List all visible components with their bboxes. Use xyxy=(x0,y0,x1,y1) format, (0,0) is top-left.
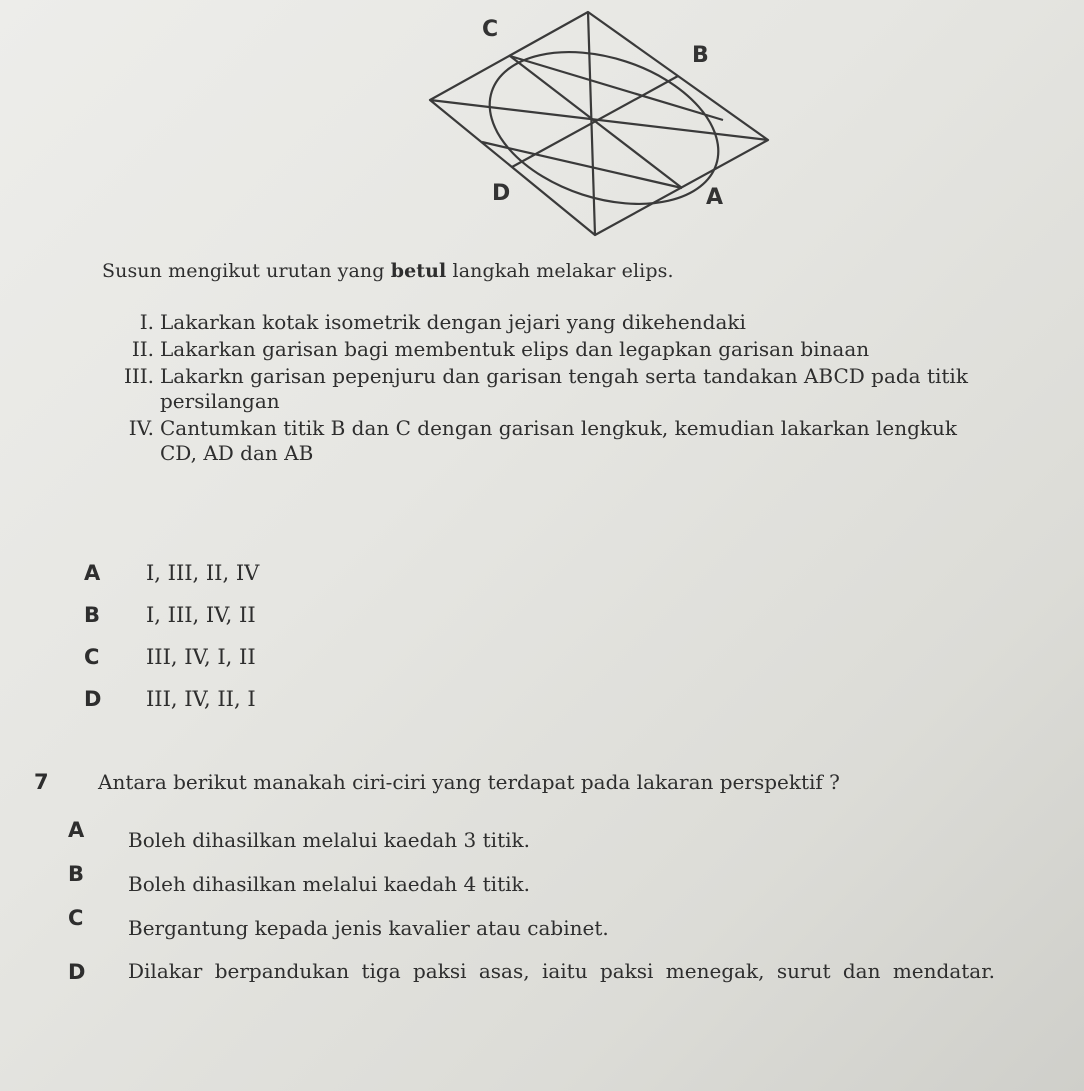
step-item xyxy=(118,416,998,466)
isometric-ellipse-figure xyxy=(420,10,800,250)
step-text: Lakarkan kotak isometrik dengan jejari yang dikehendaki xyxy=(160,310,746,334)
answer-option-c[interactable] xyxy=(84,636,259,678)
center-line-2 xyxy=(512,76,678,167)
option-text: Bergantung kepada jenis kavalier atau cabinet. xyxy=(128,916,609,940)
question-number: 7 xyxy=(34,770,49,794)
step-text: Cantumkan titik B dan C dengan garisan lengkuk, kemudian lakarkan lengkuk CD, AD dan AB xyxy=(160,416,958,465)
step-text: Lakarkn garisan pepenjuru dan garisan tengah serta tandakan ABCD pada titik persilangan xyxy=(160,364,968,413)
option-text: Dilakar berpandukan tiga paksi asas, iaitu paksi menegak, surut dan mendatar. xyxy=(128,959,995,983)
prompt-text-bold: betul xyxy=(390,260,447,282)
option-letter: A xyxy=(68,818,85,842)
option-text: Boleh dihasilkan melalui kaedah 3 titik. xyxy=(128,828,530,852)
option-text: III, IV, I, II xyxy=(146,645,256,669)
option-letter: B xyxy=(84,603,101,627)
option-letter: D xyxy=(68,960,86,984)
isometric-ellipse-diagram xyxy=(420,10,800,250)
question-7-options xyxy=(68,818,1048,994)
answer-option-b[interactable] xyxy=(84,594,259,636)
option-letter: B xyxy=(68,862,85,886)
step-number: III. xyxy=(123,364,154,388)
question-6-options xyxy=(84,552,259,720)
label-b: B xyxy=(692,43,709,68)
label-c: C xyxy=(482,17,499,42)
option-letter: D xyxy=(84,687,102,711)
step-list xyxy=(118,310,998,468)
answer-option-a[interactable] xyxy=(68,818,1048,862)
option-letter: C xyxy=(84,645,100,669)
option-text: III, IV, II, I xyxy=(146,687,256,711)
label-a: A xyxy=(706,185,724,210)
step-item xyxy=(118,364,998,414)
prompt-text-end: langkah melakar elips. xyxy=(446,260,674,282)
option-text: I, III, IV, II xyxy=(146,603,256,627)
step-item xyxy=(118,337,998,362)
step-item xyxy=(118,310,998,335)
step-text: Lakarkan garisan bagi membentuk elips dan legapkan garisan binaan xyxy=(160,337,870,361)
step-number: IV. xyxy=(128,416,154,440)
option-text: I, III, II, IV xyxy=(146,561,260,585)
prompt-text-start: Susun mengikut urutan yang xyxy=(102,260,391,282)
answer-option-d[interactable] xyxy=(84,678,259,720)
answer-option-c[interactable] xyxy=(68,906,1048,950)
step-number: I. xyxy=(139,310,154,334)
question-text: Antara berikut manakah ciri-ciri yang terdapat pada lakaran perspektif ? xyxy=(98,770,840,794)
question-6-prompt xyxy=(102,260,674,282)
label-d: D xyxy=(492,181,511,206)
option-text: Boleh dihasilkan melalui kaedah 4 titik. xyxy=(128,872,530,896)
answer-option-b[interactable] xyxy=(68,862,1048,906)
answer-option-d[interactable] xyxy=(68,950,1048,994)
option-letter: C xyxy=(68,906,84,930)
answer-option-a[interactable] xyxy=(84,552,259,594)
step-number: II. xyxy=(131,337,154,361)
option-letter: A xyxy=(84,561,101,585)
